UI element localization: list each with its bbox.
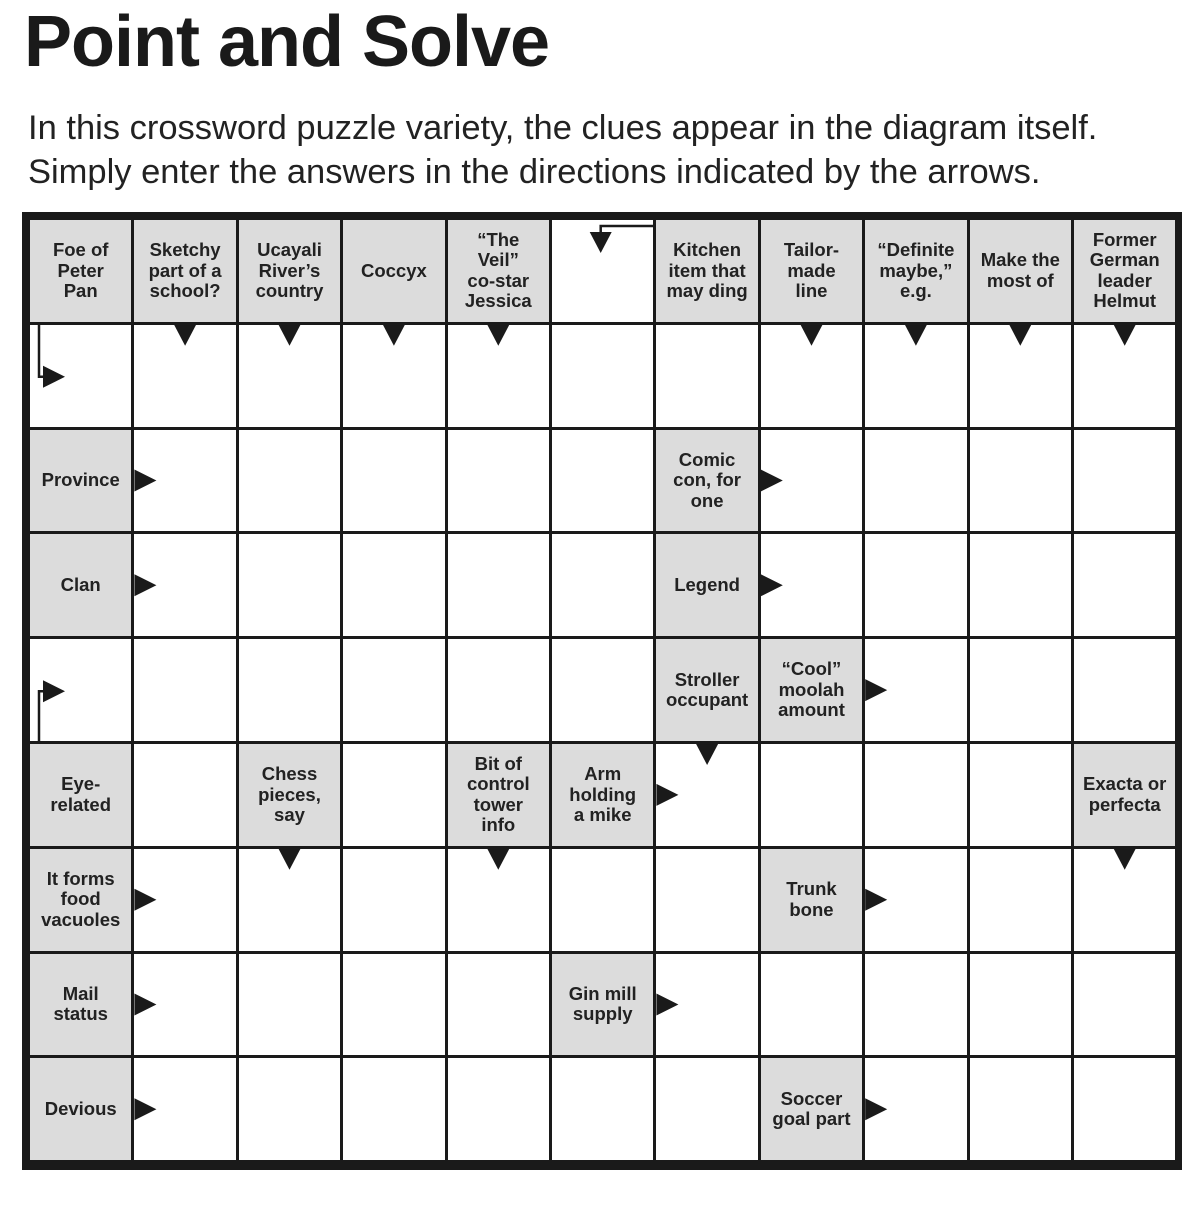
clue-cell-r5-c2 bbox=[239, 744, 340, 846]
clue-text: Exacta or perfecta bbox=[1083, 773, 1167, 815]
clue-text: Sketchy part of a school? bbox=[148, 239, 222, 302]
clue-cell-r2-c6 bbox=[656, 430, 757, 532]
clue-cell-r3-c6 bbox=[656, 534, 757, 636]
clue-text: Ucayali River’s country bbox=[255, 239, 324, 302]
answer-cell-r6-c9[interactable] bbox=[970, 849, 1071, 951]
clue-text: Kitchen item that may ding bbox=[666, 239, 748, 302]
answer-cell-r2-c3[interactable] bbox=[343, 430, 444, 532]
clue-cell-r4-c7 bbox=[761, 639, 862, 741]
answer-cell-r8-c8[interactable] bbox=[865, 1058, 966, 1160]
answer-cell-r2-c8[interactable] bbox=[865, 430, 966, 532]
answer-cell-r3-c1[interactable] bbox=[134, 534, 235, 636]
answer-cell-r4-c1[interactable] bbox=[134, 639, 235, 741]
clue-text: Foe of Peter Pan bbox=[52, 239, 109, 302]
clue-text: Comic con, for one bbox=[673, 448, 741, 511]
clue-cell-r0-c10 bbox=[1074, 220, 1175, 322]
answer-cell-r6-c8[interactable] bbox=[865, 849, 966, 951]
answer-cell-r4-c8[interactable] bbox=[865, 639, 966, 741]
clue-text: “Cool” moolah amount bbox=[778, 658, 845, 721]
clue-text: Trunk bone bbox=[786, 878, 837, 920]
answer-cell-r6-c3[interactable] bbox=[343, 849, 444, 951]
instructions bbox=[28, 106, 1097, 194]
answer-cell-r8-c3[interactable] bbox=[343, 1058, 444, 1160]
answer-cell-r1-c5[interactable] bbox=[552, 325, 653, 427]
clue-cell-r0-c7 bbox=[761, 220, 862, 322]
clue-text: Bit of control tower info bbox=[466, 752, 530, 836]
clue-cell-r5-c10 bbox=[1074, 744, 1175, 846]
answer-cell-r1-c9[interactable] bbox=[970, 325, 1071, 427]
answer-cell-r7-c9[interactable] bbox=[970, 954, 1071, 1056]
answer-cell-r8-c2[interactable] bbox=[239, 1058, 340, 1160]
clue-cell-r0-c0 bbox=[30, 220, 131, 322]
answer-cell-r0-c5[interactable] bbox=[552, 220, 653, 322]
clue-cell-r0-c4 bbox=[448, 220, 549, 322]
answer-cell-r4-c0[interactable] bbox=[30, 639, 131, 741]
clue-text: Stroller occupant bbox=[665, 668, 749, 711]
answer-cell-r4-c3[interactable] bbox=[343, 639, 444, 741]
answer-cell-r2-c1[interactable] bbox=[134, 430, 235, 532]
answer-cell-r4-c10[interactable] bbox=[1074, 639, 1175, 741]
clue-cell-r5-c0 bbox=[30, 744, 131, 846]
clue-cell-r6-c7 bbox=[761, 849, 862, 951]
answer-cell-r5-c3[interactable] bbox=[343, 744, 444, 846]
answer-cell-r2-c10[interactable] bbox=[1074, 430, 1175, 532]
answer-cell-r1-c1[interactable] bbox=[134, 325, 235, 427]
answer-cell-r3-c10[interactable] bbox=[1074, 534, 1175, 636]
answer-cell-r2-c7[interactable] bbox=[761, 430, 862, 532]
answer-cell-r1-c7[interactable] bbox=[761, 325, 862, 427]
answer-cell-r7-c4[interactable] bbox=[448, 954, 549, 1056]
answer-cell-r6-c10[interactable] bbox=[1074, 849, 1175, 951]
clue-text: Clan bbox=[60, 574, 101, 596]
clue-cell-r0-c8 bbox=[865, 220, 966, 322]
answer-cell-r6-c4[interactable] bbox=[448, 849, 549, 951]
clue-text: It forms food vacuoles bbox=[41, 867, 121, 930]
answer-cell-r2-c5[interactable] bbox=[552, 430, 653, 532]
puzzle-title: Point and Solve bbox=[24, 2, 550, 82]
answer-cell-r7-c8[interactable] bbox=[865, 954, 966, 1056]
clue-text: Devious bbox=[44, 1098, 117, 1120]
clue-text: Coccyx bbox=[360, 259, 427, 281]
answer-cell-r6-c5[interactable] bbox=[552, 849, 653, 951]
clue-text: Mail status bbox=[53, 982, 108, 1025]
answer-cell-r7-c1[interactable] bbox=[134, 954, 235, 1056]
answer-cell-r2-c4[interactable] bbox=[448, 430, 549, 532]
answer-cell-r5-c8[interactable] bbox=[865, 744, 966, 846]
clue-cell-r6-c0 bbox=[30, 849, 131, 951]
crossword-grid bbox=[22, 212, 1182, 1170]
answer-cell-r1-c10[interactable] bbox=[1074, 325, 1175, 427]
clue-cell-r2-c0 bbox=[30, 430, 131, 532]
answer-cell-r8-c5[interactable] bbox=[552, 1058, 653, 1160]
answer-cell-r3-c4[interactable] bbox=[448, 534, 549, 636]
answer-cell-r1-c3[interactable] bbox=[343, 325, 444, 427]
clue-text: Former German leader Helmut bbox=[1089, 228, 1160, 312]
instructions-line-2: Simply enter the answers in the directions indicated by the arrows. bbox=[28, 153, 1041, 191]
answer-cell-r4-c5[interactable] bbox=[552, 639, 653, 741]
clue-text: Chess pieces, say bbox=[258, 763, 321, 826]
answer-cell-r6-c1[interactable] bbox=[134, 849, 235, 951]
answer-cell-r5-c7[interactable] bbox=[761, 744, 862, 846]
answer-cell-r4-c2[interactable] bbox=[239, 639, 340, 741]
clue-text: Eye- related bbox=[50, 773, 112, 815]
clue-cell-r8-c7 bbox=[761, 1058, 862, 1160]
answer-cell-r1-c2[interactable] bbox=[239, 325, 340, 427]
answer-cell-r7-c2[interactable] bbox=[239, 954, 340, 1056]
answer-cell-r5-c9[interactable] bbox=[970, 744, 1071, 846]
answer-cell-r8-c4[interactable] bbox=[448, 1058, 549, 1160]
answer-cell-r8-c6[interactable] bbox=[656, 1058, 757, 1160]
clue-cell-r0-c3 bbox=[343, 220, 444, 322]
clue-text: “Definite maybe,” e.g. bbox=[877, 239, 955, 302]
clue-cell-r3-c0 bbox=[30, 534, 131, 636]
answer-cell-r1-c6[interactable] bbox=[656, 325, 757, 427]
clue-cell-r4-c6 bbox=[656, 639, 757, 741]
clue-text: Tailor- made line bbox=[783, 239, 840, 302]
answer-cell-r2-c2[interactable] bbox=[239, 430, 340, 532]
clue-cell-r8-c0 bbox=[30, 1058, 131, 1160]
clue-text: Province bbox=[41, 469, 120, 491]
answer-cell-r1-c4[interactable] bbox=[448, 325, 549, 427]
clue-text: Soccer goal part bbox=[772, 1087, 851, 1130]
clue-text: Arm holding a mike bbox=[569, 763, 637, 826]
clue-text: Gin mill supply bbox=[568, 982, 637, 1025]
clue-cell-r5-c4 bbox=[448, 744, 549, 846]
answer-cell-r1-c0[interactable] bbox=[30, 325, 131, 427]
answer-cell-r7-c6[interactable] bbox=[656, 954, 757, 1056]
answer-cell-r3-c8[interactable] bbox=[865, 534, 966, 636]
answer-cell-r5-c1[interactable] bbox=[134, 744, 235, 846]
answer-cell-r7-c10[interactable] bbox=[1074, 954, 1175, 1056]
answer-cell-r6-c2[interactable] bbox=[239, 849, 340, 951]
answer-cell-r3-c7[interactable] bbox=[761, 534, 862, 636]
answer-cell-r6-c6[interactable] bbox=[656, 849, 757, 951]
answer-cell-r8-c1[interactable] bbox=[134, 1058, 235, 1160]
answer-cell-r3-c3[interactable] bbox=[343, 534, 444, 636]
answer-cell-r8-c10[interactable] bbox=[1074, 1058, 1175, 1160]
answer-cell-r4-c4[interactable] bbox=[448, 639, 549, 741]
clue-cell-r7-c0 bbox=[30, 954, 131, 1056]
clue-cell-r0-c1 bbox=[134, 220, 235, 322]
answer-cell-r7-c7[interactable] bbox=[761, 954, 862, 1056]
clue-text: Legend bbox=[674, 574, 740, 596]
answer-cell-r3-c2[interactable] bbox=[239, 534, 340, 636]
clue-cell-r7-c5 bbox=[552, 954, 653, 1056]
answer-cell-r1-c8[interactable] bbox=[865, 325, 966, 427]
answer-cell-r3-c9[interactable] bbox=[970, 534, 1071, 636]
answer-cell-r7-c3[interactable] bbox=[343, 954, 444, 1056]
answer-cell-r3-c5[interactable] bbox=[552, 534, 653, 636]
clue-text: “The Veil” co-star Jessica bbox=[464, 228, 532, 312]
answer-cell-r8-c9[interactable] bbox=[970, 1058, 1071, 1160]
answer-cell-r4-c9[interactable] bbox=[970, 639, 1071, 741]
answer-cell-r2-c9[interactable] bbox=[970, 430, 1071, 532]
instructions-line-1: In this crossword puzzle variety, the clues appear in the diagram itself. bbox=[28, 109, 1098, 147]
clue-cell-r5-c5 bbox=[552, 744, 653, 846]
answer-cell-r5-c6[interactable] bbox=[656, 744, 757, 846]
clue-text: Make the most of bbox=[980, 249, 1060, 291]
clue-cell-r0-c2 bbox=[239, 220, 340, 322]
clue-cell-r0-c9 bbox=[970, 220, 1071, 322]
clue-cell-r0-c6 bbox=[656, 220, 757, 322]
